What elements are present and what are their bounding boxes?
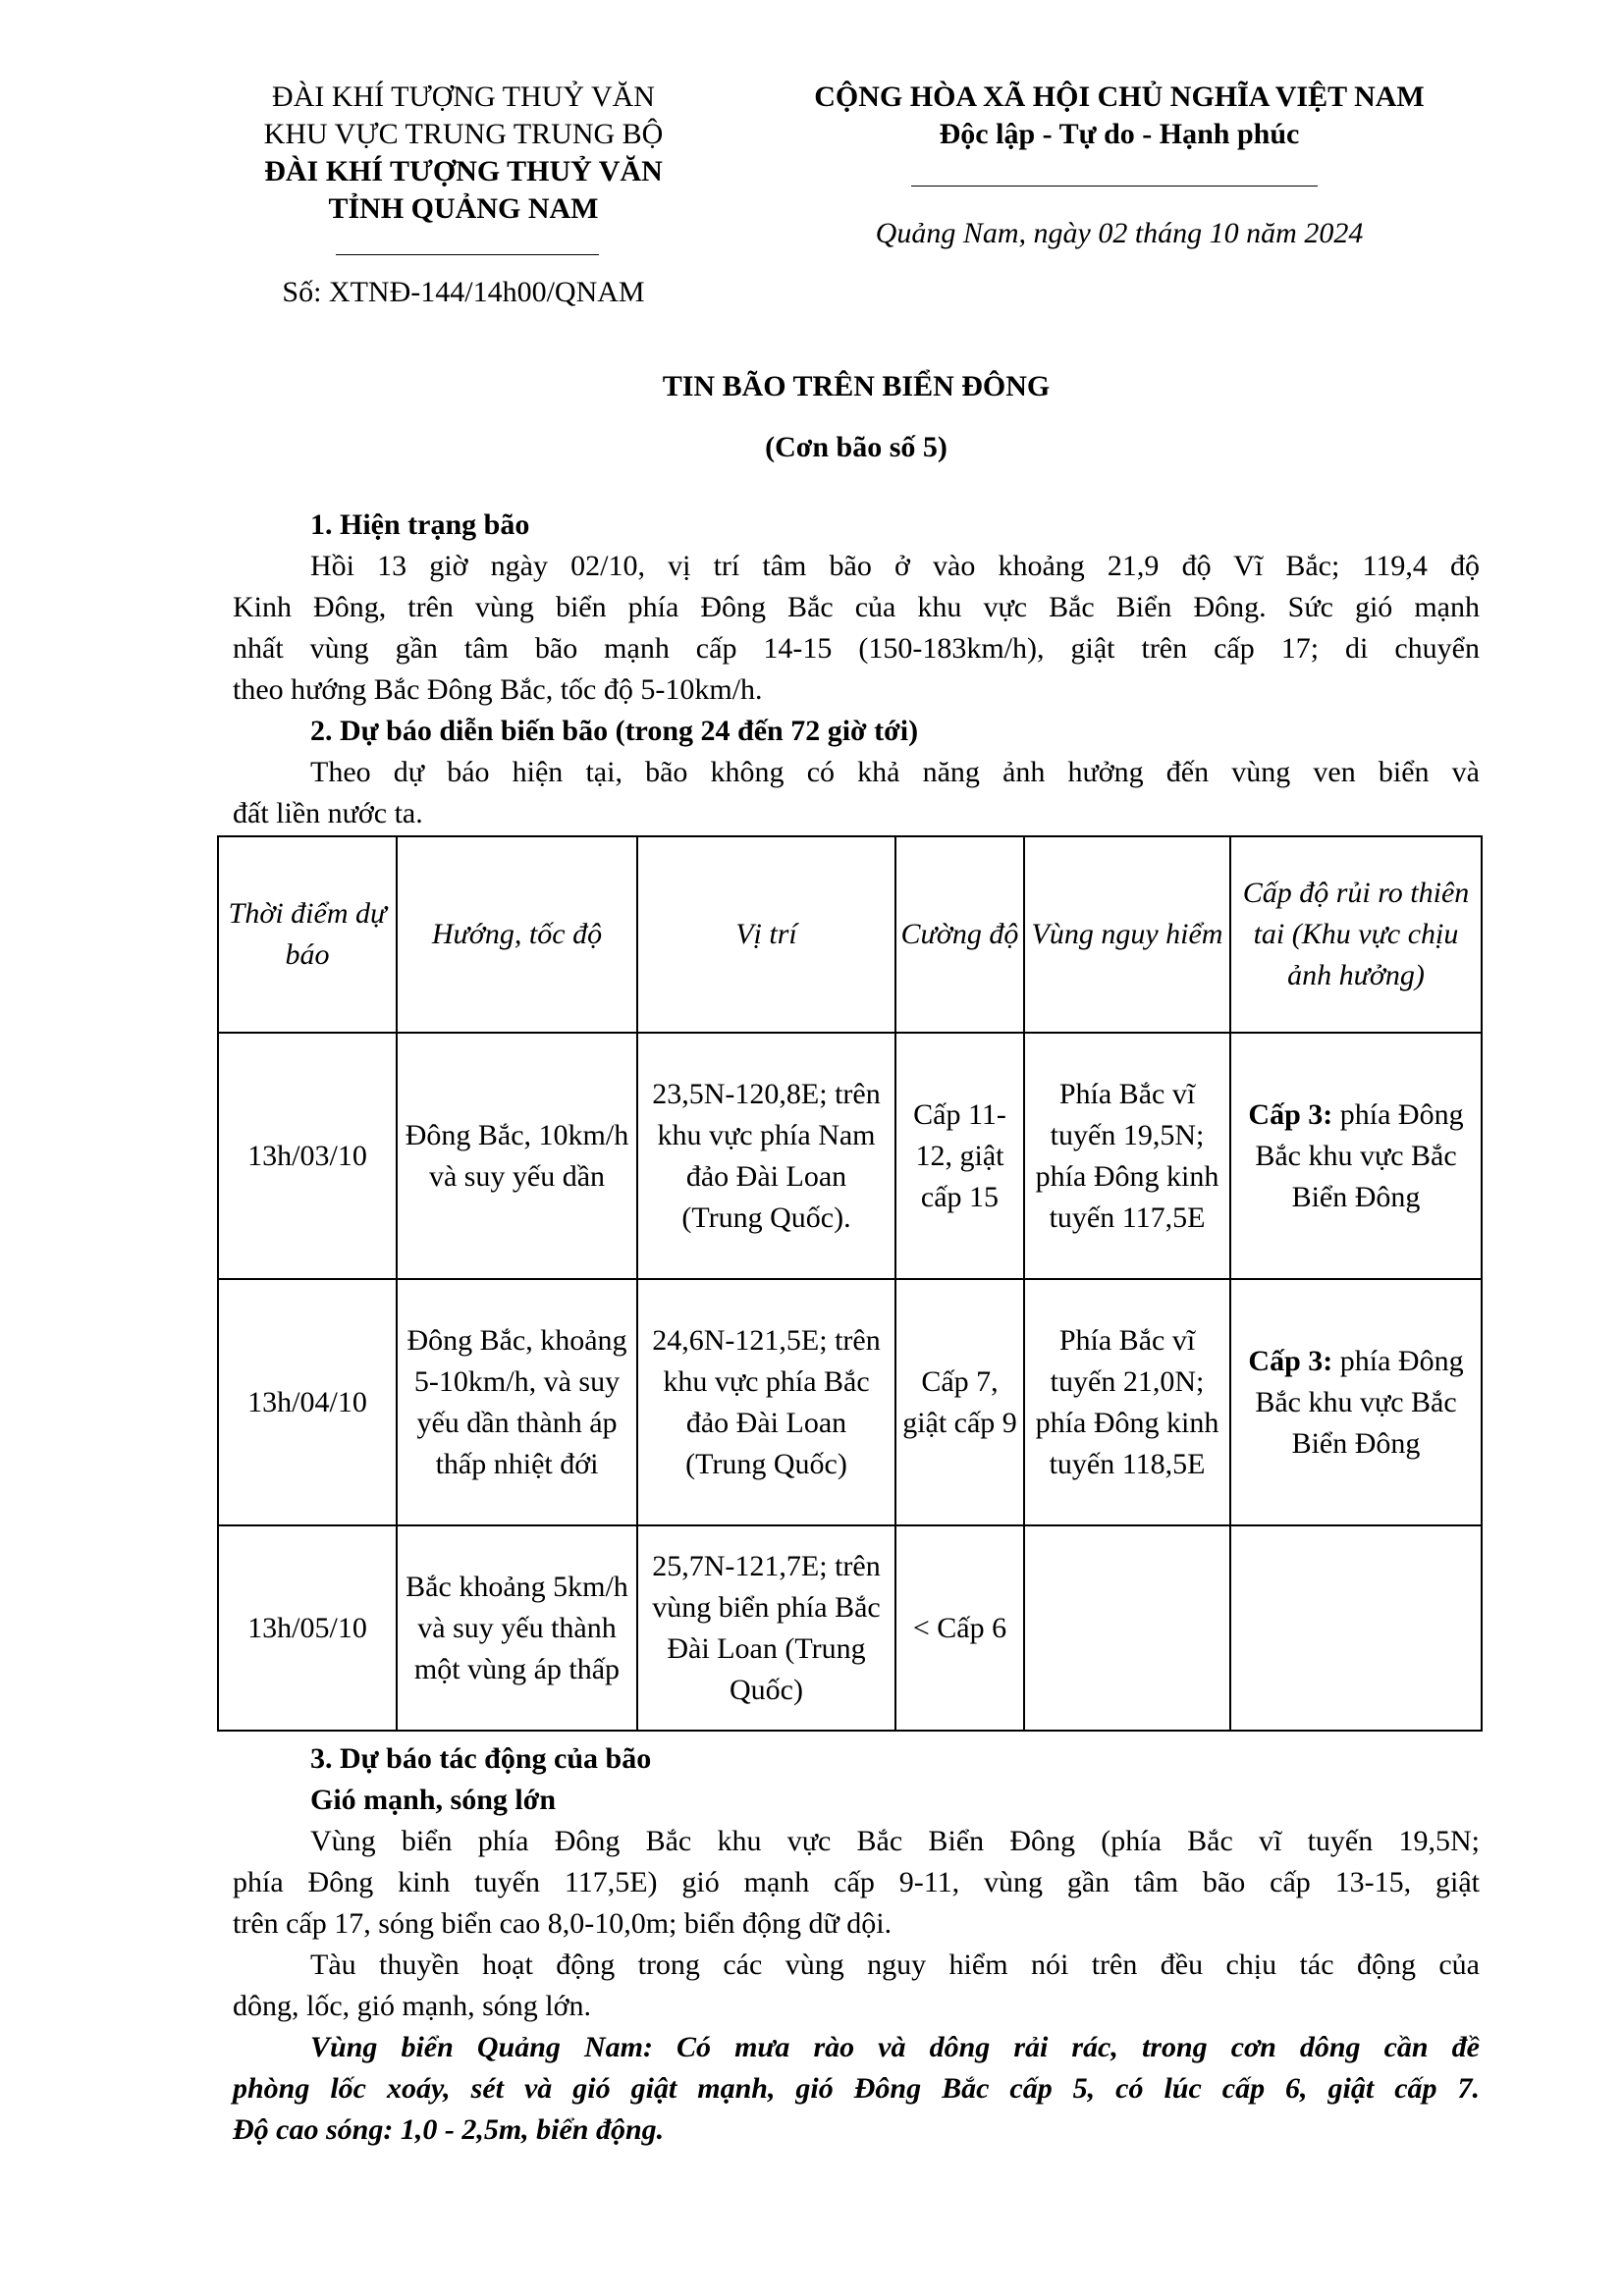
table-row bbox=[218, 1525, 1482, 1731]
header-risk-level: Cấp độ rủi ro thiên tai (Khu vực chịu ảnh hưởng) bbox=[1230, 836, 1482, 1033]
header-danger-zone: Vùng nguy hiểm bbox=[1024, 836, 1230, 1033]
motto-divider bbox=[911, 186, 1318, 187]
section-3-line: phòng lốc xoáy, sét và gió giật mạnh, gió Đông Bắc cấp 5, có lúc cấp 6, giật cấp 7. bbox=[233, 2072, 1480, 2105]
risk-level-text: phía Đông Bắc khu vực Bắc Biển Đông bbox=[1255, 1097, 1464, 1213]
cell-position: 23,5N-120,8E; trên khu vực phía Nam đảo Đài Loan (Trung Quốc). bbox=[637, 1033, 895, 1279]
section-3-line: Tàu thuyền hoạt động trong các vùng nguy hiểm nói trên đều chịu tác động của bbox=[310, 1949, 1480, 1981]
section-1-heading: 1. Hiện trạng bão bbox=[310, 508, 530, 541]
header-position: Vị trí bbox=[637, 836, 895, 1033]
agency-line-4: TỈNH QUẢNG NAM bbox=[328, 192, 599, 225]
cell-direction: Đông Bắc, 10km/h và suy yếu dần bbox=[397, 1033, 637, 1279]
section-3-para-3 bbox=[233, 2027, 1480, 2068]
cell-danger-zone bbox=[1024, 1525, 1230, 1731]
agency-line-2: KHU VỰC TRUNG TRUNG BỘ bbox=[263, 118, 664, 150]
section-3-line: Vùng biển Quảng Nam: Có mưa rào và dông rải rác, trong cơn dông cần đề bbox=[310, 2031, 1480, 2063]
cell-danger-zone: Phía Bắc vĩ tuyến 19,5N; phía Đông kinh tuyến 117,5E bbox=[1024, 1033, 1230, 1279]
risk-level-text: phía Đông Bắc khu vực Bắc Biển Đông bbox=[1255, 1344, 1464, 1460]
section-3-para-2 bbox=[233, 1945, 1480, 1986]
section-3-line: Vùng biển phía Đông Bắc khu vực Bắc Biển Đông (phía Bắc vĩ tuyến 19,5N; bbox=[310, 1825, 1480, 1857]
cell-time: 13h/04/10 bbox=[218, 1279, 397, 1525]
cell-direction: Đông Bắc, khoảng 5-10km/h, và suy yếu dần thành áp thấp nhiệt đới bbox=[397, 1279, 637, 1525]
section-2-body bbox=[233, 752, 1480, 793]
section-1-body bbox=[233, 546, 1480, 587]
agency-line-1: ĐÀI KHÍ TƯỢNG THUỶ VĂN bbox=[272, 80, 655, 113]
section-3-subheading: Gió mạnh, sóng lớn bbox=[310, 1784, 557, 1816]
cell-intensity: Cấp 11-12, giật cấp 15 bbox=[895, 1033, 1024, 1279]
cell-time: 13h/05/10 bbox=[218, 1525, 397, 1731]
section-1-line: nhất vùng gần tâm bão mạnh cấp 14-15 (150-183km/h), giật trên cấp 17; di chuyển bbox=[233, 632, 1480, 665]
cell-risk-level bbox=[1230, 1033, 1482, 1279]
header-intensity: Cường độ bbox=[895, 836, 1024, 1033]
section-1-line: theo hướng Bắc Đông Bắc, tốc độ 5-10km/h. bbox=[233, 673, 763, 706]
section-2-line: Theo dự báo hiện tại, bão không có khả năng ảnh hưởng đến vùng ven biển và bbox=[310, 756, 1480, 788]
section-1 bbox=[233, 505, 1480, 834]
section-1-line: Kinh Đông, trên vùng biển phía Đông Bắc của khu vực Bắc Biển Đông. Sức gió mạnh bbox=[233, 591, 1480, 623]
section-2-line: đất liền nước ta. bbox=[233, 797, 423, 829]
table-row bbox=[218, 1279, 1482, 1525]
section-3-heading: 3. Dự báo tác động của bão bbox=[310, 1742, 652, 1775]
agency-divider bbox=[336, 254, 599, 255]
cell-risk-level bbox=[1230, 1525, 1482, 1731]
table-header-row bbox=[218, 836, 1482, 1033]
section-3-para-1 bbox=[233, 1821, 1480, 1862]
risk-level-label: Cấp 3: bbox=[1248, 1344, 1333, 1377]
risk-level-label: Cấp 3: bbox=[1248, 1097, 1333, 1131]
national-motto: Độc lập - Tự do - Hạnh phúc bbox=[939, 118, 1300, 150]
cell-position: 25,7N-121,7E; trên vùng biển phía Bắc Đài Loan (Trung Quốc) bbox=[637, 1525, 895, 1731]
place-date: Quảng Nam, ngày 02 tháng 10 năm 2024 bbox=[875, 217, 1364, 249]
cell-intensity: < Cấp 6 bbox=[895, 1525, 1024, 1731]
agency-header bbox=[218, 79, 709, 228]
section-3-line: phía Đông kinh tuyến 117,5E) gió mạnh cấp 9-11, vùng gần tâm bão cấp 13-15, giật bbox=[233, 1866, 1480, 1898]
country-name: CỘNG HÒA XÃ HỘI CHỦ NGHĨA VIỆT NAM bbox=[814, 80, 1425, 113]
table-row bbox=[218, 1033, 1482, 1279]
forecast-table bbox=[217, 835, 1483, 1732]
cell-risk-level bbox=[1230, 1279, 1482, 1525]
section-3 bbox=[233, 1738, 1480, 2151]
section-3-line: Độ cao sóng: 1,0 - 2,5m, biển động. bbox=[233, 2113, 665, 2146]
national-header bbox=[727, 79, 1512, 153]
cell-time: 13h/03/10 bbox=[218, 1033, 397, 1279]
cell-danger-zone: Phía Bắc vĩ tuyến 21,0N; phía Đông kinh tuyến 118,5E bbox=[1024, 1279, 1230, 1525]
document-subtitle: (Cơn bão số 5) bbox=[765, 431, 947, 463]
cell-direction: Bắc khoảng 5km/h và suy yếu thành một vùng áp thấp bbox=[397, 1525, 637, 1731]
header-direction-speed: Hướng, tốc độ bbox=[397, 836, 637, 1033]
section-1-line: Hồi 13 giờ ngày 02/10, vị trí tâm bão ở vào khoảng 21,9 độ Vĩ Bắc; 119,4 độ bbox=[310, 550, 1480, 582]
section-2-heading: 2. Dự báo diễn biến bão (trong 24 đến 72 giờ tới) bbox=[310, 715, 919, 747]
document-number: Số: XTNĐ-144/14h00/QNAM bbox=[282, 276, 645, 308]
section-3-line: dông, lốc, gió mạnh, sóng lớn. bbox=[233, 1990, 592, 2022]
header-forecast-time: Thời điểm dự báo bbox=[218, 836, 397, 1033]
document-title: TIN BÃO TRÊN BIỂN ĐÔNG bbox=[662, 370, 1051, 402]
cell-intensity: Cấp 7, giật cấp 9 bbox=[895, 1279, 1024, 1525]
agency-line-3: ĐÀI KHÍ TƯỢNG THUỶ VĂN bbox=[264, 155, 663, 187]
cell-position: 24,6N-121,5E; trên khu vực phía Bắc đảo Đài Loan (Trung Quốc) bbox=[637, 1279, 895, 1525]
section-3-line: trên cấp 17, sóng biển cao 8,0-10,0m; biển động dữ dội. bbox=[233, 1907, 893, 1940]
